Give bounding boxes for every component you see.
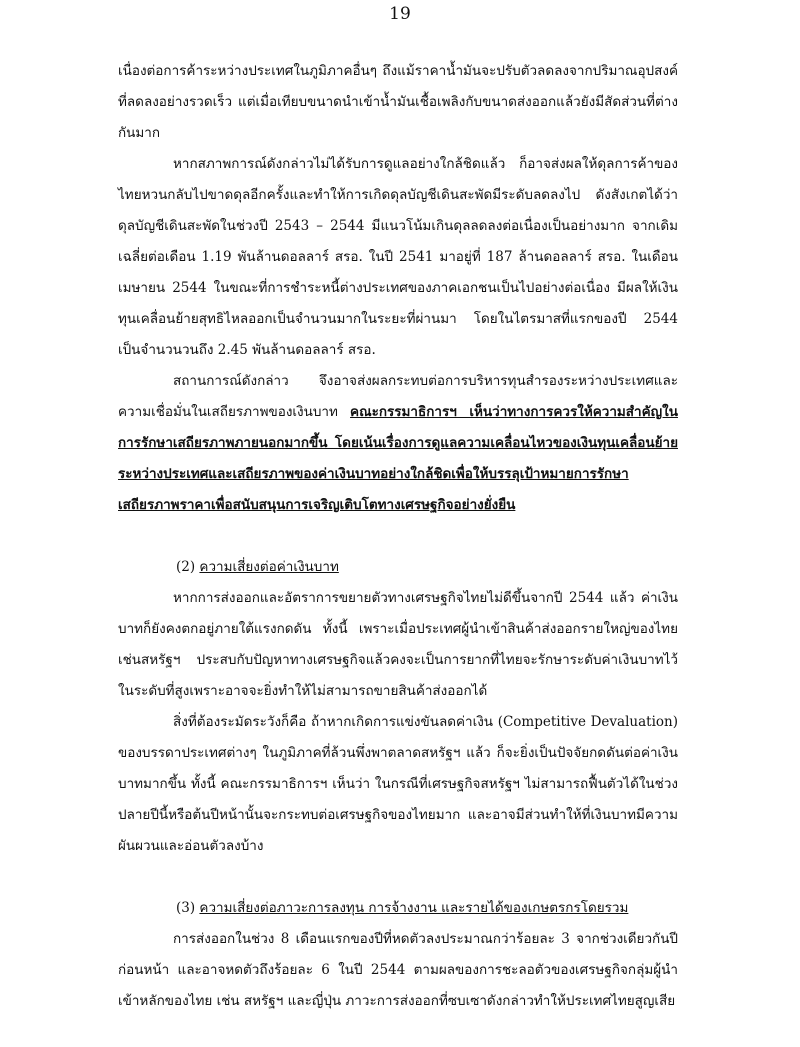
section-3-heading <box>118 893 678 924</box>
recommendation-intro: สถานการณ์ดังกล่าว จึงอาจส่งผลกระทบต่อการบริหารทุนสำรองระหว่างประเทศและความเชื่อมั่นในเสถียรภาพของเงินบาท <box>118 373 678 420</box>
paragraph-current-account: หากสภาพการณ์ดังกล่าวไม่ได้รับการดูแลอย่างใกล้ชิดแล้ว ก็อาจส่งผลให้ดุลการค้าของไทยหวนกลับไปขาดดุลอีกครั้งและทำให้การเกิดดุลบัญชีเดินสะพัดมีระดับลดลงไป ดังสังเกตได้ว่าดุลบัญชีเดินสะพัดในช่วงปี 2543 – 2544 มีแนวโน้มเกินดุลลดลงต่อเนื่องเป็นอย่างมาก จากเดิมเฉลี่ยต่อเดือน 1.19 พันล้านดอลลาร์ สรอ. ในปี 2541 มาอยู่ที่ 187 ล้านดอลลาร์ สรอ. ในเดือนเมษายน 2544 ในขณะที่การชำระหนี้ต่างประเทศของภาคเอกชนเป็นไปอย่างต่อเนื่อง มีผลให้เงินทุนเคลื่อนย้ายสุทธิไหลออกเป็นจำนวนมากในระยะที่ผ่านมา โดยในไตรมาสที่แรกของปี 2544 เป็นจำนวนวนถึง 2.45 พันล้านดอลลาร์ สรอ. <box>118 156 678 358</box>
section-2-heading <box>118 552 678 583</box>
section-3-paragraph-1: การส่งออกในช่วง 8 เดือนแรกของปีที่หดตัวลงประมาณกว่าร้อยละ 3 จากช่วงเดียวกันปีก่อนหน้า และอาจหดตัวถึงร้อยละ 6 ในปี 2544 ตามผลของการชะลอตัวของเศรษฐกิจกลุ่มผู้นำเข้าหลักของไทย เช่น สหรัฐฯ และญี่ปุ่น ภาวะการส่งออกที่ซบเซาดังกล่าวทำให้ประเทศไทยสูญเสีย <box>118 931 678 1009</box>
page-number: 19 <box>389 4 411 24</box>
section-2-title: ความเสี่ยงต่อค่าเงินบาท <box>199 559 339 575</box>
section-2-paragraph-2: สิ่งที่ต้องระมัดระวังก็คือ ถ้าหากเกิดการแข่งขันลดค่าเงิน (Competitive Devaluation) ของบรรดาประเทศต่างๆ ในภูมิภาคที่ล้วนพึ่งพาตลาดสหรัฐฯ แล้ว ก็จะยิ่งเป็นปัจจัยกดดันต่อค่าเงินบาทมากขึ้น ทั้งนี้ คณะกรรมาธิการฯ เห็นว่า ในกรณีที่เศรษฐกิจสหรัฐฯ ไม่สามารถฟื้นตัวได้ในช่วงปลายปีนี้หรือต้นปีหน้านั้นจะกระทบต่อเศรษฐกิจของไทยมาก และอาจมีส่วนทำให้ที่เงินบาทมีความผันผวนและอ่อนตัวลงบ้าง <box>118 714 678 854</box>
section-3-number: (3) <box>176 900 196 916</box>
section-2-number: (2) <box>176 559 196 575</box>
section-2-paragraph-1: หากการส่งออกและอัตราการขยายตัวทางเศรษฐกิจไทยไม่ดีขึ้นจากปี 2544 แล้ว ค่าเงินบาทก็ยังคงตกอยู่ภายใต้แรงกดดัน ทั้งนี้ เพราะเมื่อประเทศผู้นำเข้าสินค้าส่งออกรายใหญ่ของไทยเช่นสหรัฐฯ ประสบกับปัญหาทางเศรษฐกิจแล้วคงจะเป็นการยากที่ไทยจะรักษาระดับค่าเงินบาทไว้ในระดับที่สูงเพราะอาจจะยิ่งทำให้ไม่สามารถขายสินค้าส่งออกได้ <box>118 590 678 699</box>
paragraph-continuation: เนื่องต่อการค้าระหว่างประเทศในภูมิภาคอื่นๆ ถึงแม้ราคาน้ำมันจะปรับตัวลดลงจากปริมาณอุปสงค์ที่ลดลงอย่างรวดเร็ว แต่เมื่อเทียบขนาดนำเข้าน้ำมันเชื้อเพลิงกับขนาดส่งออกแล้วยังมีสัดส่วนที่ต่างกันมาก <box>118 63 678 141</box>
recommendation-emphasis: คณะกรรมาธิการฯ เห็นว่าทางการควรให้ความสำคัญในการรักษาเสถียรภาพภายนอกมากขึ้น โดยเน้นเรื่องการดูแลความเคลื่อนไหวของเงินทุนเคลื่อนย้ายระหว่างประเทศและเสถียรภาพของค่าเงินบาทอย่างใกล้ชิดเพื่อให้บรรลุเป้าหมายการรักษาเสถียรภาพราคาเพื่อสนับสนุนการเจริญเติบโตทางเศรษฐกิจอย่างยั่งยืน <box>118 404 678 513</box>
paragraph-recommendation <box>118 366 678 521</box>
document-body <box>118 56 678 1017</box>
section-3-title: ความเสี่ยงต่อภาวะการลงทุน การจ้างงาน และรายได้ของเกษตรกรโดยรวม <box>199 900 629 916</box>
